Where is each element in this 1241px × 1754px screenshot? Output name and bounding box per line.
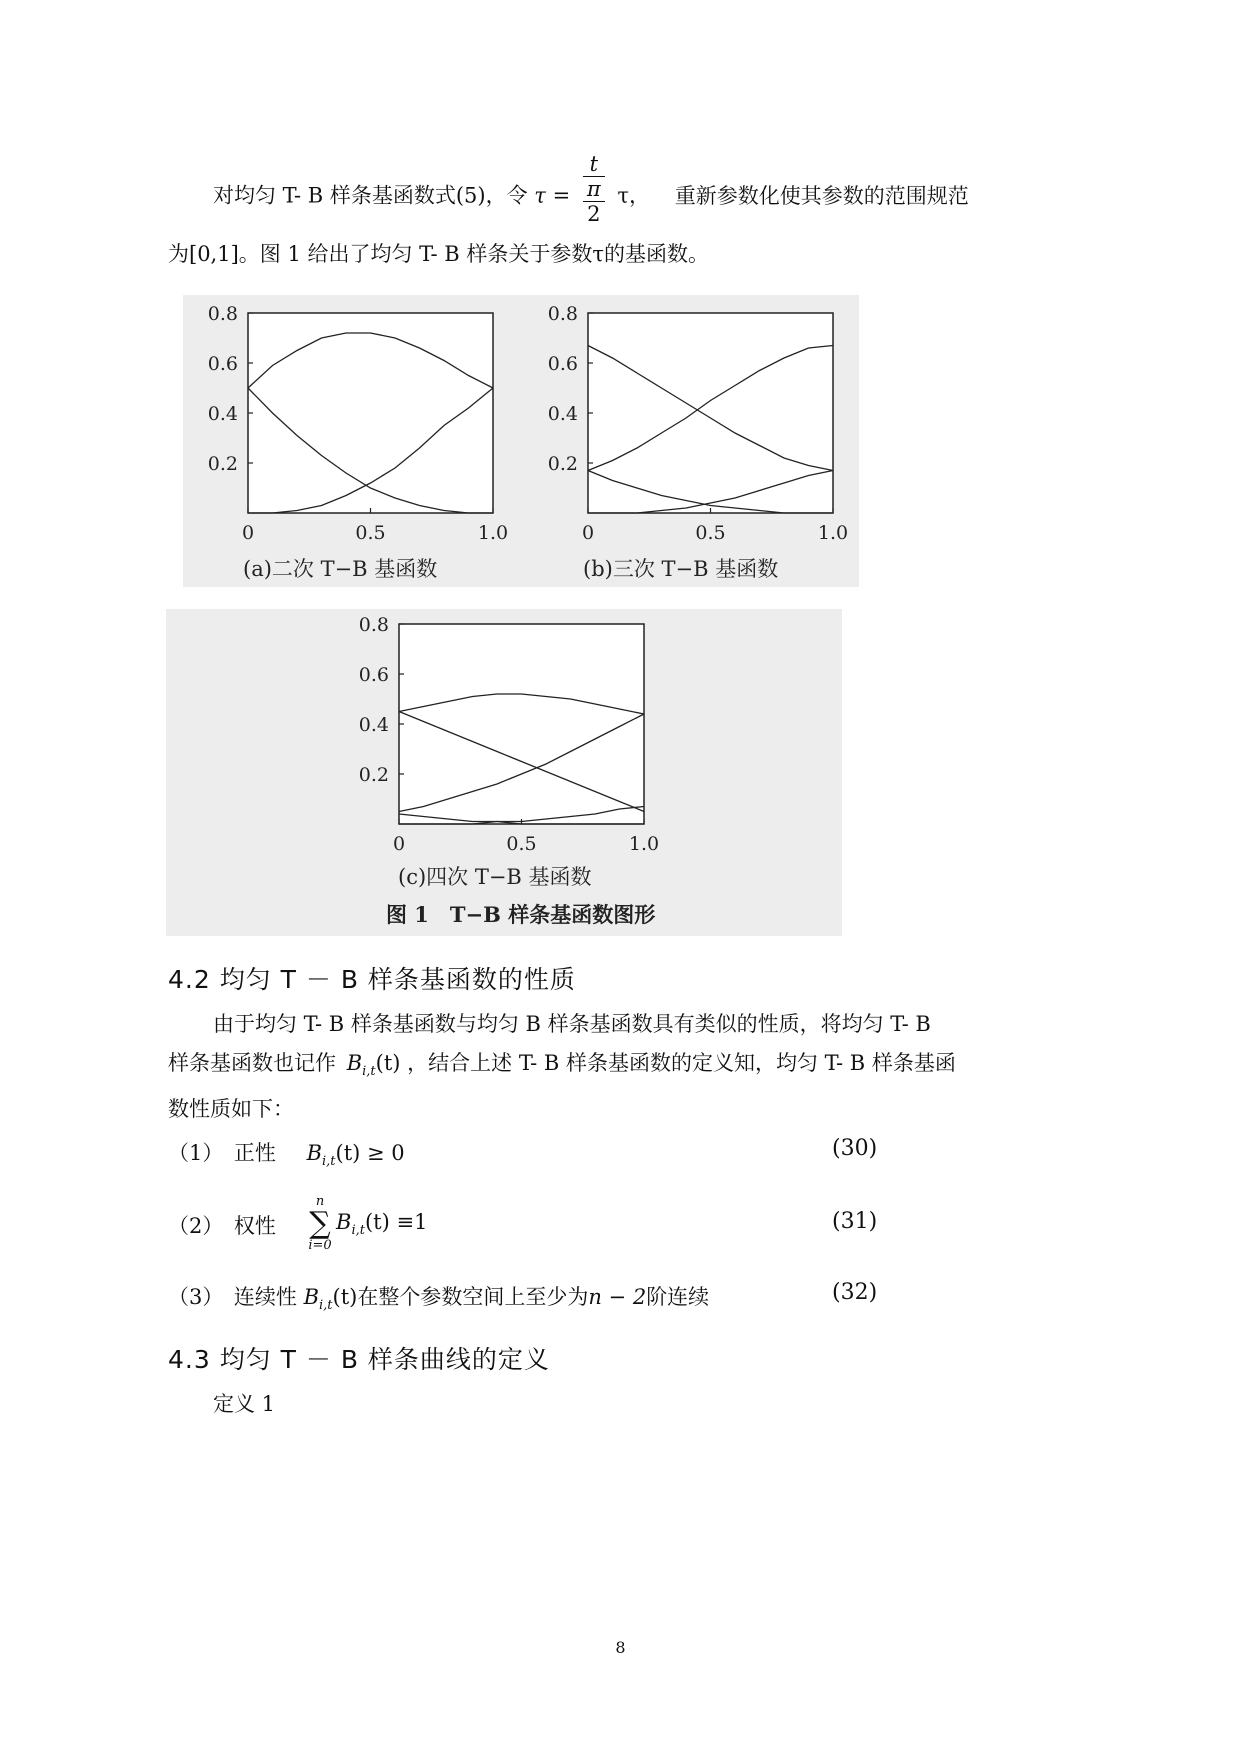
p2-post: ，结合上述 T- B 样条基函数的定义知，均匀 T- B 样条基函 [407,1051,956,1075]
item1-B-sub: i,t [322,1154,336,1170]
para1-line1-pre: 对均匀 T- B 样条基函数式(5)，令 [213,183,528,208]
item1-formula: ≥ 0 [367,1141,405,1165]
equals-sign: = [552,183,571,208]
y-tick-label: 0.2 [547,453,578,475]
panel-c [359,614,659,855]
x-tick-label: 0.5 [355,522,386,544]
section42-p-line1: 由于均匀 T- B 样条基函数与均匀 B 样条基函数具有类似的性质，将均匀 T- B [213,1012,931,1036]
x-tick-label: 1.0 [477,522,509,544]
item3-B-arg: (t) [332,1285,358,1309]
x-tick-label: 0 [581,522,595,544]
x-tick-label: 1.0 [817,522,849,544]
sum-block [300,1195,340,1253]
x-tick-label: 0 [392,833,406,855]
item1-label: （1） 正性 [168,1141,276,1165]
item2-B-arg: (t) [364,1210,390,1234]
caption-b: (b)三次 T−B 基函数 [583,557,779,581]
item1-B-arg: (t) [335,1141,361,1165]
plot-area [399,624,644,824]
x-tick-label: 0.5 [506,833,537,855]
caption-a: (a)二次 T−B 基函数 [243,557,438,581]
y-tick-label: 0.8 [207,303,238,325]
x-tick-label: 1.0 [628,833,660,855]
para1-line2: 为[0,1]。图 1 给出了均匀 T- B 样条关于参数τ的基函数。 [168,242,709,266]
tau-symbol: τ [534,183,546,208]
y-tick-label: 0.2 [207,453,238,475]
section43-heading: 4.3 均匀 T － B 样条曲线的定义 [168,1345,550,1374]
definition-1: 定义 1 [213,1392,276,1416]
item2-B: B [336,1210,352,1234]
plot-area [588,313,833,513]
section42-p-line3: 数性质如下： [168,1097,294,1121]
caption-c: (c)四次 T−B 基函数 [398,865,592,889]
x-tick-label: 0 [241,522,255,544]
figure-bottom [166,609,842,936]
item3-label: （3） 连续性 [168,1285,297,1309]
property-positivity [168,1137,405,1169]
B-sub: i,t [362,1064,376,1080]
item1-B: B [306,1141,322,1165]
para1-line1-post: 重新参数化使其参数的范围规范 [674,183,969,208]
para1-line1 [213,152,969,234]
item2-B-sub: i,t [351,1223,365,1239]
section42-p-line2 [168,1047,956,1079]
property-weight [168,1210,276,1240]
B-arg: (t) [375,1051,401,1075]
panel-b [548,303,848,544]
property-continuity [168,1281,709,1313]
sum-bottom: i=0 [308,1238,332,1253]
sum-sign: ∑ [309,1206,331,1241]
y-tick-label: 0.6 [358,664,389,686]
y-tick-label: 0.2 [358,764,389,786]
eq-num-32: (32) [832,1280,878,1305]
figure-top-svg [183,295,859,587]
p2-pre: 样条基函数也记作 [168,1051,336,1075]
page-number: 8 [615,1638,626,1657]
caption-main: 图 1 T−B 样条基函数图形 [386,902,656,927]
item3-formula-post: 在整个参数空间上至少为 [357,1285,589,1309]
y-tick-label: 0.4 [207,403,238,425]
y-tick-label: 0.4 [547,403,578,425]
item2-formula-line [336,1210,427,1238]
figure-bottom-svg [166,609,842,936]
eq-num-30: (30) [832,1136,878,1161]
B-symbol: B [346,1051,363,1075]
figure-top-row [183,295,859,587]
item3-n-expr: n − 2 [588,1285,647,1309]
panel-a [208,303,508,544]
tau-after: τ， [617,183,651,208]
x-tick-label: 0.5 [695,522,726,544]
y-tick-label: 0.6 [547,353,578,375]
frac-den: 2 [587,202,601,226]
item3-B-sub: i,t [319,1298,333,1314]
y-tick-label: 0.8 [358,614,389,636]
tau-fraction [583,152,605,226]
y-tick-label: 0.8 [547,303,578,325]
item3-B: B [303,1285,319,1309]
y-tick-label: 0.6 [207,353,238,375]
item2-formula: ≡1 [396,1210,428,1234]
eq-num-31: (31) [832,1209,878,1234]
item2-label: （2） 权性 [168,1214,276,1238]
frac-top: t [583,152,605,177]
frac-pi: π [583,177,605,202]
section42-heading: 4.2 均匀 T － B 样条基函数的性质 [168,965,576,994]
sum-top: n [315,1194,325,1209]
y-tick-label: 0.4 [358,714,389,736]
item3-tail: 阶连续 [646,1285,710,1309]
